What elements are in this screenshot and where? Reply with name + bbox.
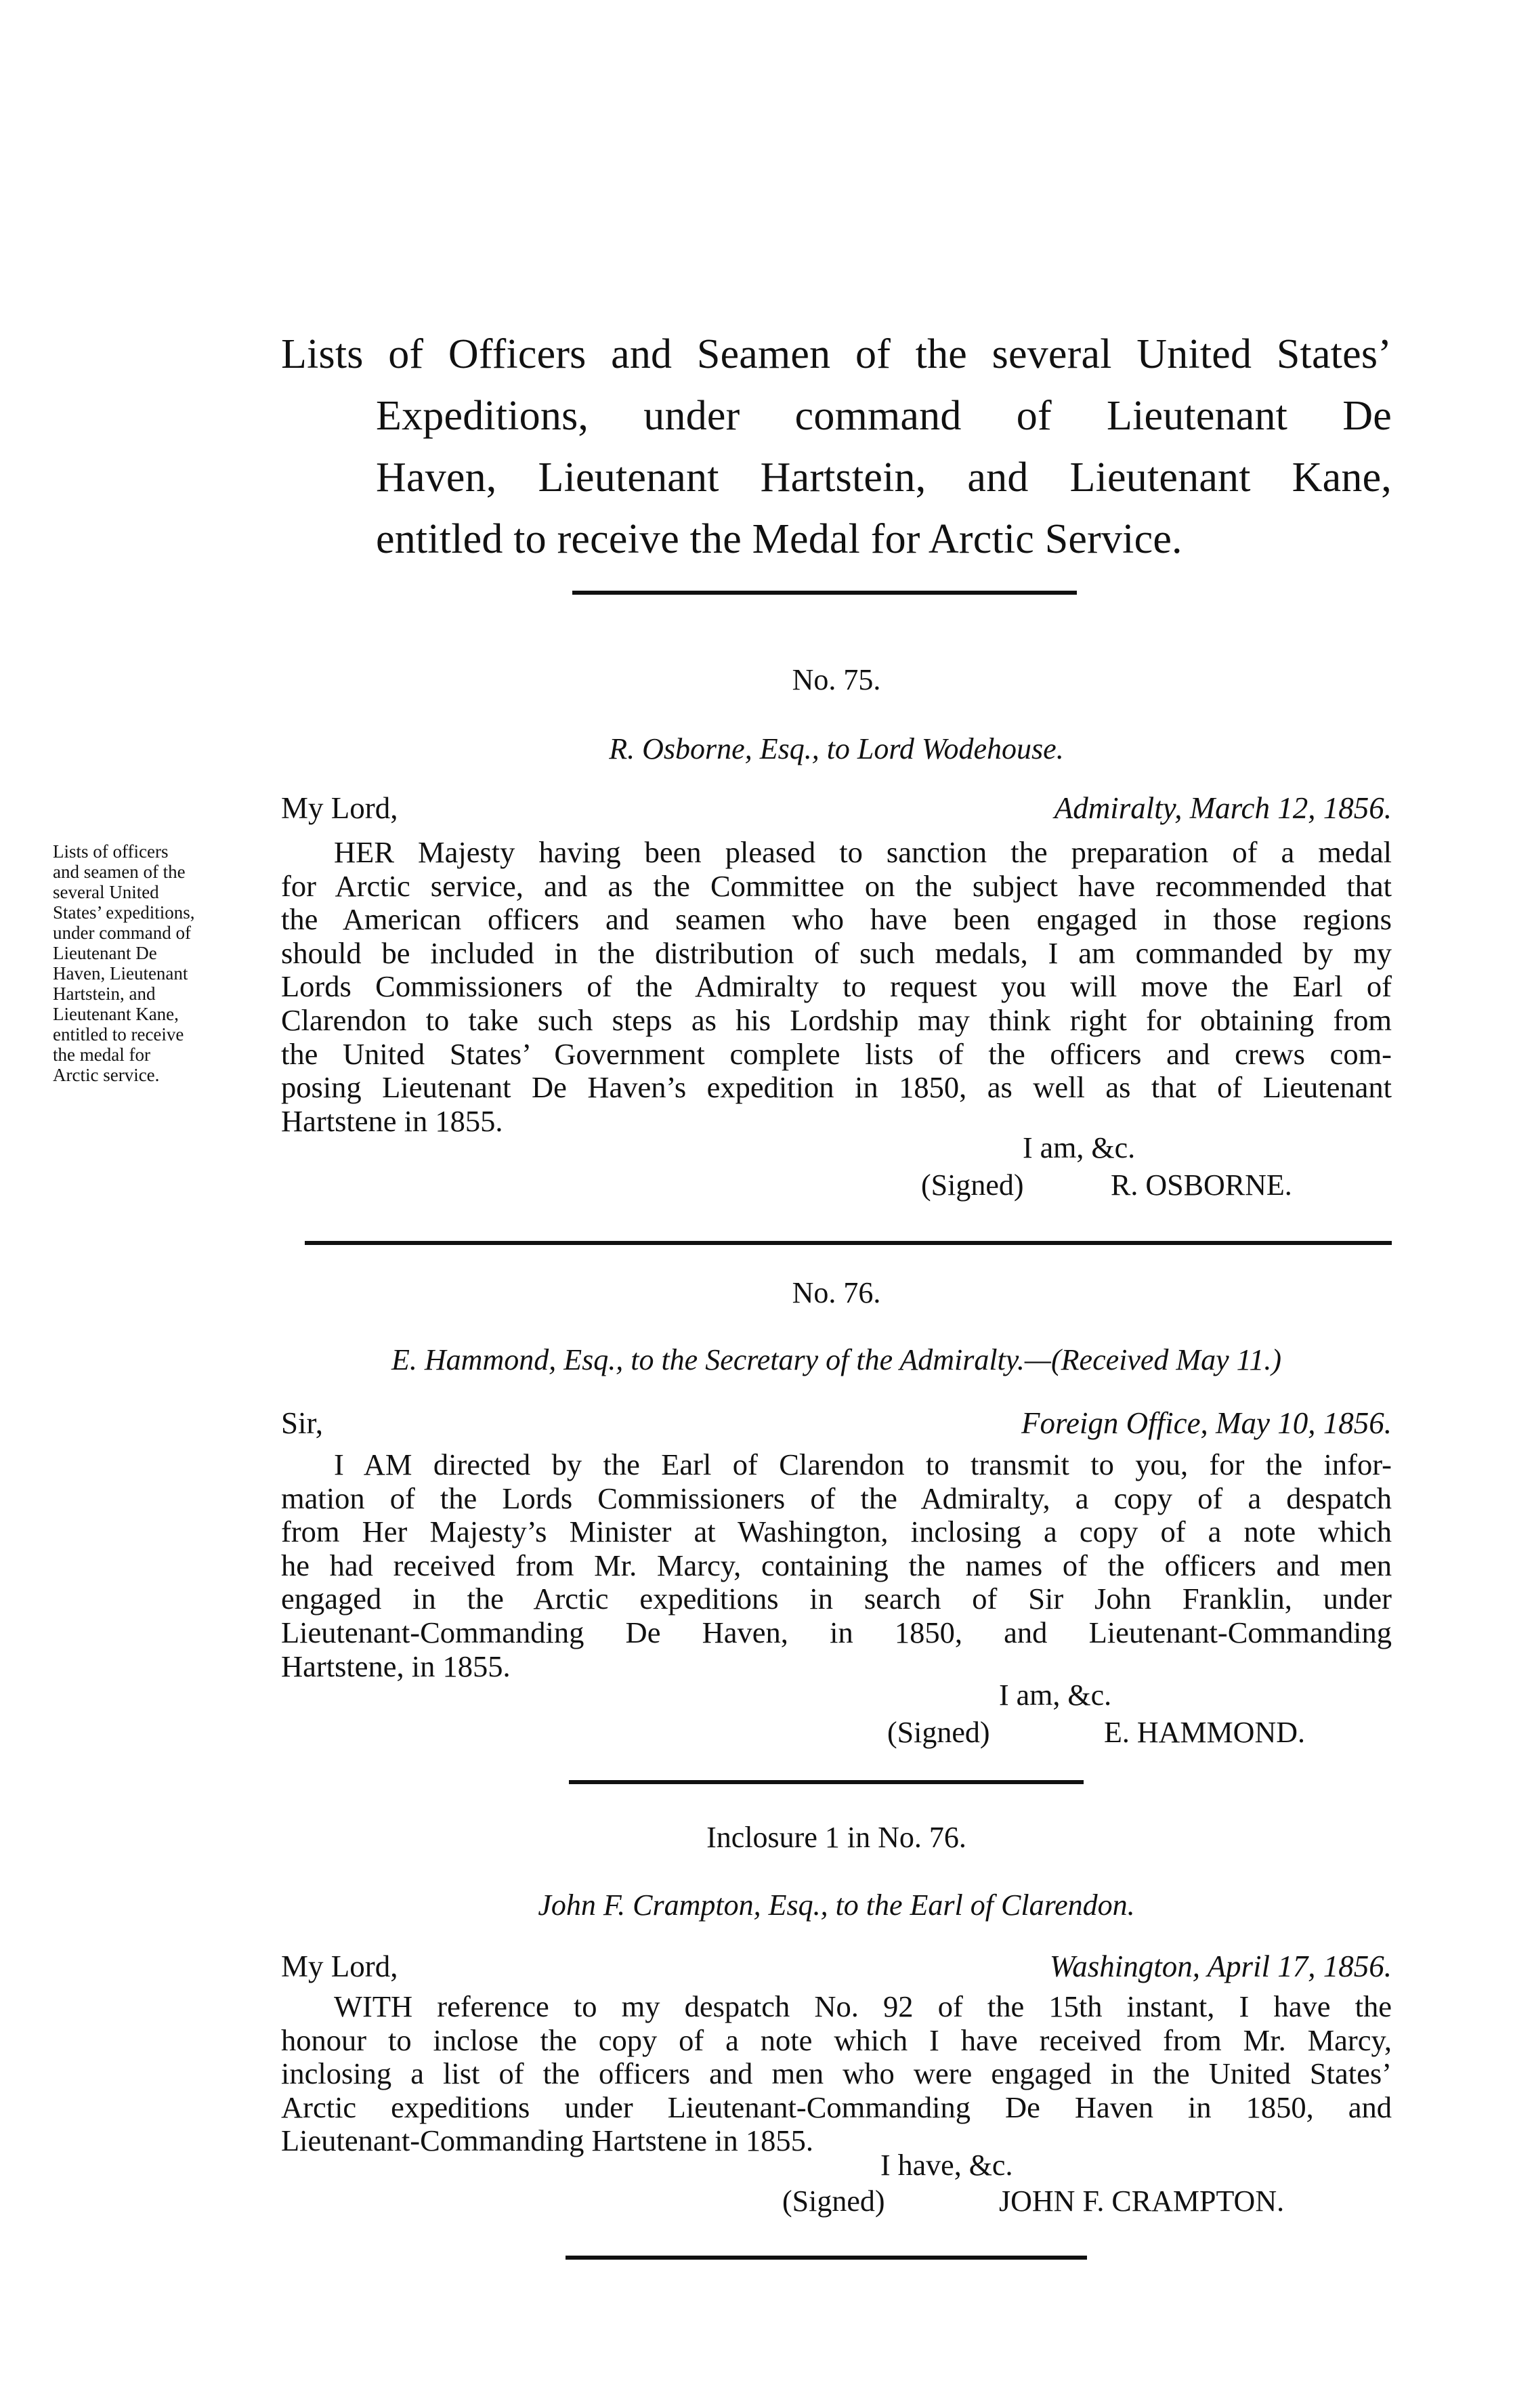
- body-line: engaged in the Arctic expeditions in search of Sir John Franklin, under: [281, 1582, 1392, 1616]
- signer: R. OSBORNE.: [1111, 1168, 1292, 1202]
- salutation: Sir,: [281, 1406, 323, 1440]
- margin-note-line: under command of: [53, 923, 191, 943]
- salutation: My Lord,: [281, 1949, 398, 1983]
- margin-note-line: States’ expeditions,: [53, 902, 195, 923]
- margin-note-line: Hartstein, and: [53, 984, 156, 1004]
- salutation-row: [281, 1406, 1392, 1441]
- body-line: for Arctic service, and as the Committee on the subject have recommended that: [281, 868, 1392, 903]
- body-line: Lieutenant-Commanding Hartstene in 1855.: [281, 2124, 813, 2158]
- margin-note-line: Lieutenant Kane,: [53, 1004, 179, 1024]
- letter-body: [281, 1448, 1392, 1683]
- section-rule: [305, 1241, 1392, 1245]
- closing: I have, &c.: [880, 2149, 1013, 2182]
- body-line: Lieutenant-Commanding De Haven, in 1850, and Lieutenant-Commanding: [281, 1615, 1392, 1649]
- place-date: Washington, April 17, 1856.: [1049, 1949, 1392, 1983]
- signed-label: (Signed): [887, 1716, 990, 1749]
- title-line: Expeditions, under command of Lieutenant De: [376, 393, 1392, 439]
- body-line: I AM directed by the Earl of Clarendon to transmit to you, for the infor-: [334, 1448, 1392, 1481]
- place-date: Foreign Office, May 10, 1856.: [1021, 1406, 1392, 1440]
- body-line: Arctic expeditions under Lieutenant-Commanding De Haven in 1850, and: [281, 2090, 1392, 2124]
- title-line: entitled to receive the Medal for Arctic Service.: [376, 516, 1182, 562]
- body-line: Hartstene, in 1855.: [281, 1649, 511, 1683]
- body-line: posing Lieutenant De Haven’s expedition in 1850, as well as that of Lieutenant: [281, 1070, 1392, 1105]
- letter-heading: John F. Crampton, Esq., to the Earl of Clarendon.: [538, 1888, 1135, 1922]
- letter-body: [281, 1990, 1392, 2158]
- body-line: he had received from Mr. Marcy, containing the names of the officers and men: [281, 1548, 1392, 1582]
- body-line: WITH reference to my despatch No. 92 of the 15th instant, I have the: [334, 1989, 1392, 2023]
- closing: I am, &c.: [999, 1678, 1112, 1712]
- margin-note-line: entitled to receive: [53, 1024, 184, 1044]
- body-line: Hartstene in 1855.: [281, 1103, 503, 1138]
- signer: JOHN F. CRAMPTON.: [999, 2184, 1285, 2218]
- section-rule: [566, 2256, 1087, 2260]
- body-line: inclosing a list of the officers and men who were engaged in the United States’: [281, 2056, 1392, 2091]
- signed-label: (Signed): [782, 2184, 885, 2218]
- section-rule: [569, 1780, 1084, 1784]
- margin-note-line: Lieutenant De: [53, 943, 157, 963]
- margin-note-line: Lists of officers: [53, 841, 169, 862]
- body-line: the United States’ Government complete lists of the officers and crews com-: [281, 1036, 1392, 1071]
- body-line: should be included in the distribution of such medals, I am commanded by my: [281, 935, 1392, 970]
- signer: E. HAMMOND.: [1104, 1716, 1305, 1749]
- body-line: from Her Majesty’s Minister at Washington, inclosing a copy of a note which: [281, 1515, 1392, 1549]
- title-line: Haven, Lieutenant Hartstein, and Lieutenant Kane,: [376, 455, 1392, 501]
- body-line: Lords Commissioners of the Admiralty to request you will move the Earl of: [281, 969, 1392, 1004]
- letter-number: Inclosure 1 in No. 76.: [706, 1821, 966, 1854]
- title-line: Lists of Officers and Seamen of the several United States’: [281, 331, 1392, 377]
- letter-number: No. 75.: [792, 663, 881, 696]
- body-line: Clarendon to take such steps as his Lordship may think right for obtaining from: [281, 1002, 1392, 1037]
- body-line: the American officers and seamen who have been engaged in those regions: [281, 902, 1392, 937]
- letter-number: No. 76.: [792, 1276, 881, 1309]
- body-line: HER Majesty having been pleased to sanction the preparation of a medal: [334, 835, 1392, 869]
- margin-note-line: Arctic service.: [53, 1065, 160, 1085]
- salutation-row: [281, 790, 1392, 826]
- body-line: honour to inclose the copy of a note which I have received from Mr. Marcy,: [281, 2023, 1392, 2057]
- margin-note-line: several United: [53, 882, 159, 902]
- margin-note: [53, 841, 276, 1085]
- margin-note-line: Haven, Lieutenant: [53, 963, 188, 984]
- document-title: [281, 324, 1392, 570]
- title-rule: [572, 591, 1077, 595]
- body-line: mation of the Lords Commissioners of the Admiralty, a copy of a despatch: [281, 1481, 1392, 1515]
- salutation-row: [281, 1949, 1392, 1984]
- letter-heading: R. Osborne, Esq., to Lord Wodehouse.: [609, 732, 1064, 765]
- margin-note-line: and seamen of the: [53, 862, 186, 882]
- margin-note-line: the medal for: [53, 1044, 150, 1065]
- letter-heading: E. Hammond, Esq., to the Secretary of the Admiralty.—(Received May 11.): [391, 1343, 1281, 1376]
- place-date: Admiralty, March 12, 1856.: [1054, 791, 1392, 825]
- salutation: My Lord,: [281, 791, 398, 825]
- closing: I am, &c.: [1023, 1131, 1136, 1164]
- signed-label: (Signed): [921, 1168, 1024, 1202]
- letter-body: [281, 836, 1392, 1138]
